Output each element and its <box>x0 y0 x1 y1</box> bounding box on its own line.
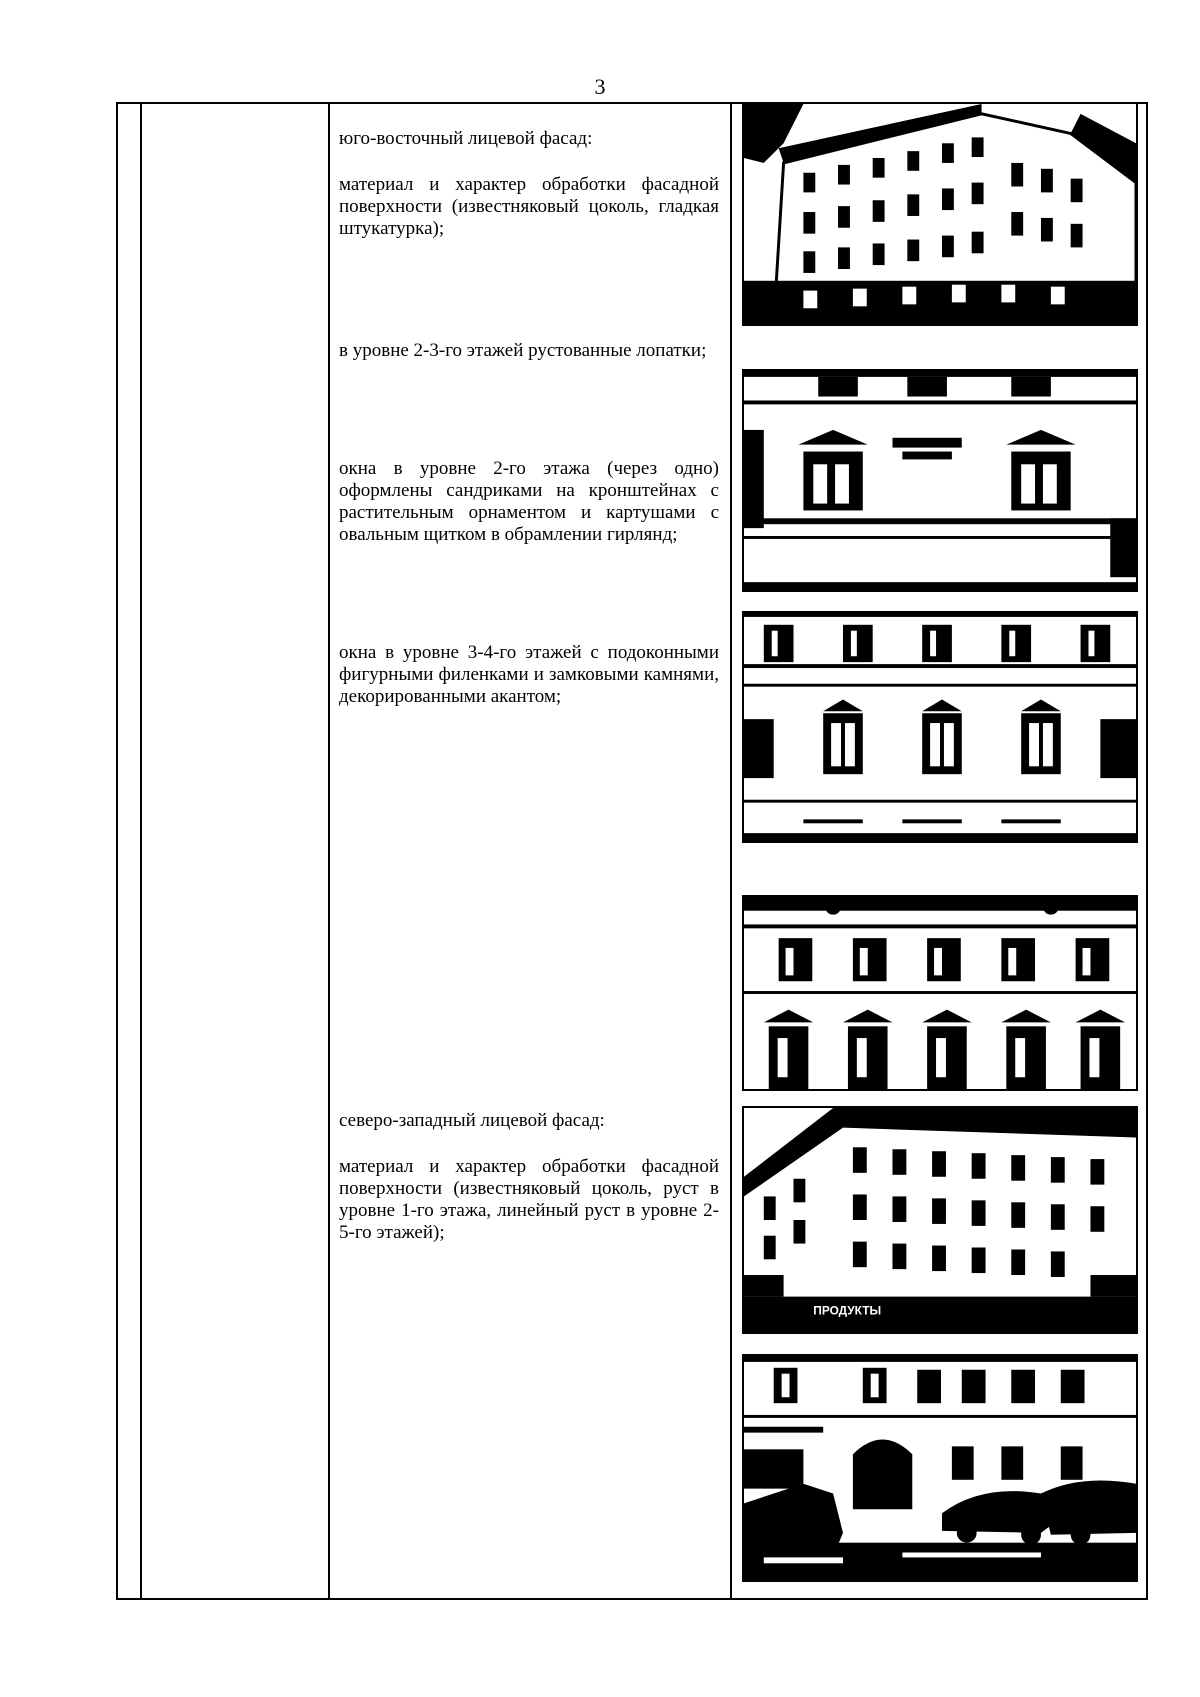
northwest-facade-heading: северо-западный лицевой фасад: <box>339 1110 605 1131</box>
photo-northwest-facade-overview <box>742 1106 1138 1334</box>
column-divider-1 <box>140 102 142 1600</box>
southeast-facade-heading: юго-восточный лицевой фасад: <box>339 128 593 149</box>
page-number: 3 <box>594 74 606 99</box>
southeast-facade-windows-floor2: окна в уровне 2-го этажа (через одно) оформлены сандриками на кронштейнах с растительным орнаментом и картушами с овальным щитком в обрамлении гирлянд; <box>339 458 719 545</box>
southeast-facade-material: материал и характер обработки фасадной поверхности (известняковый цоколь, гладкая штукатурка); <box>339 174 719 239</box>
northwest-facade-material: материал и характер обработки фасадной поверхности (известняковый цоколь, руст в уровне 1-го этажа, линейный руст в уровне 2-5-го этажей); <box>339 1156 719 1243</box>
southeast-facade-windows-floor34: окна в уровне 3-4-го этажей с подоконными фигурными филенками и замковыми камнями, декорированными акантом; <box>339 642 719 707</box>
photo-street-level-entrance <box>742 1354 1138 1582</box>
southeast-facade-pilasters: в уровне 2-3-го этажей рустованные лопатки; <box>339 340 707 361</box>
photo-southeast-facade-overview <box>742 102 1138 326</box>
column-divider-2 <box>328 102 330 1600</box>
photo-second-floor-windows <box>742 369 1138 592</box>
photo-upper-floors-cornice <box>742 895 1138 1091</box>
column-divider-3 <box>730 102 732 1600</box>
photo-shop-sign: ПРОДУКТЫ <box>813 1303 882 1318</box>
photo-third-fourth-floor-windows <box>742 611 1138 843</box>
